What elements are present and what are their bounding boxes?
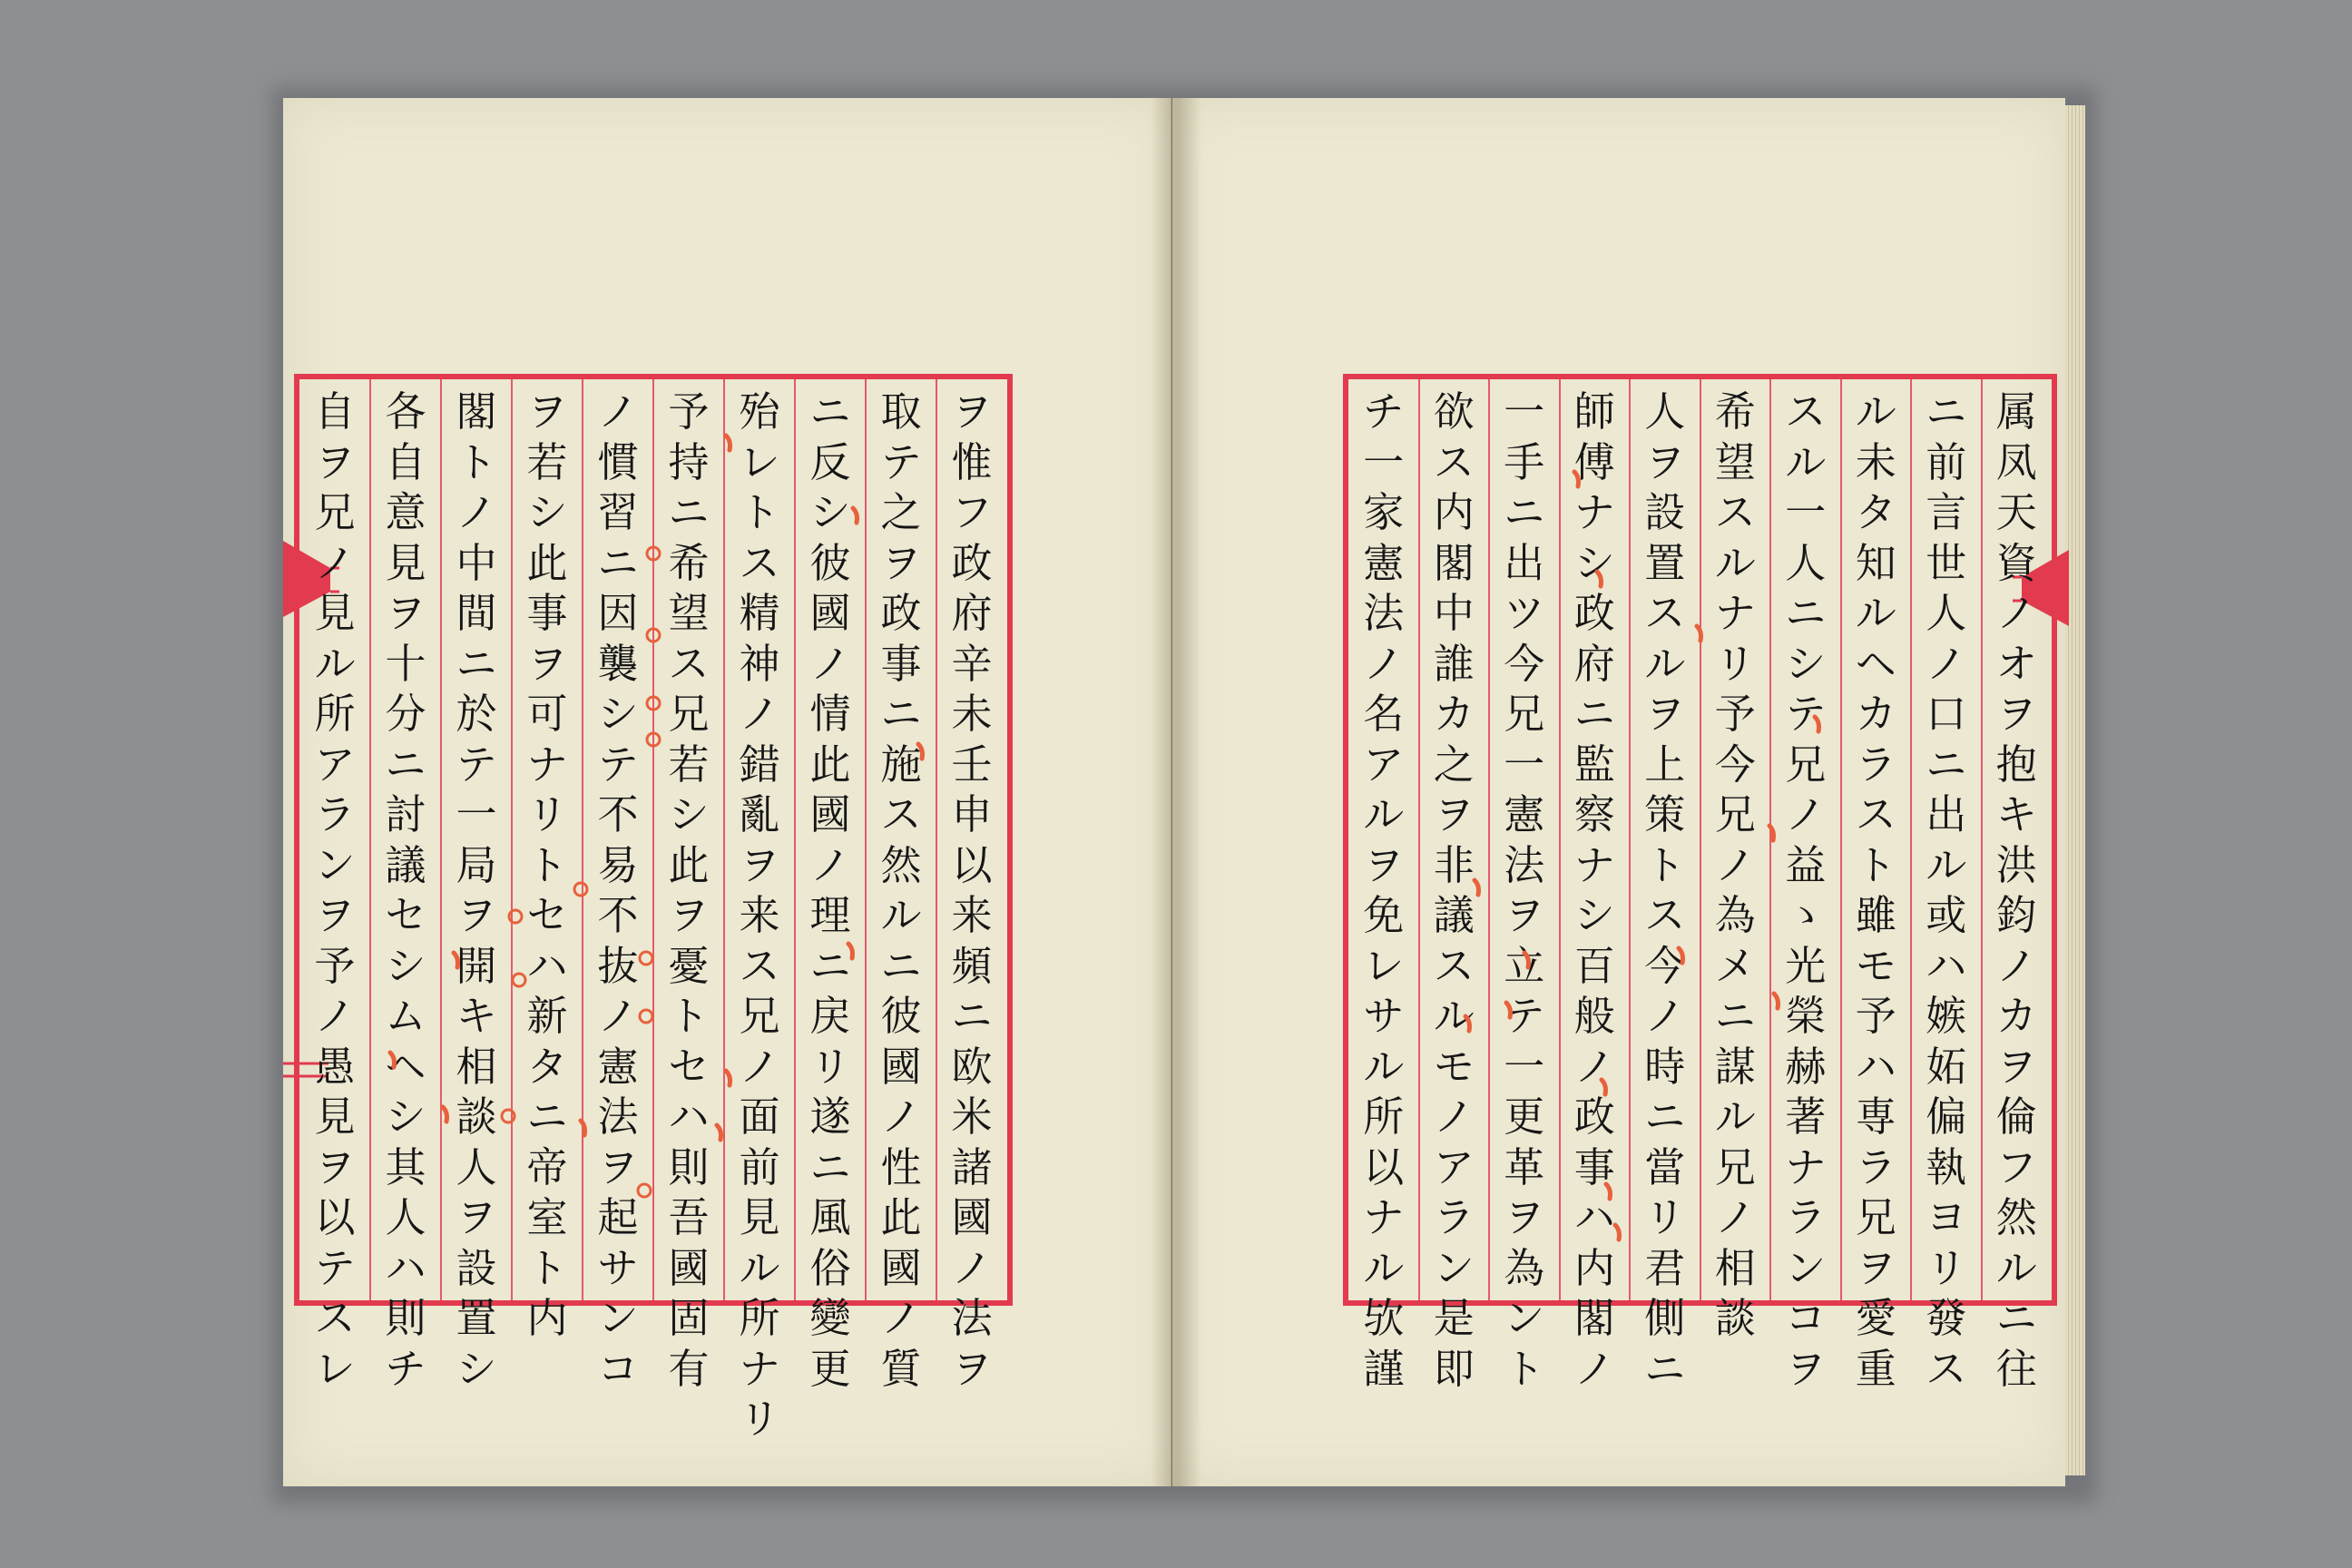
right-text-column: 人 ヲ 設 置 ス ル ヲ 上 策 ト ス 今 ノ 時 ニ 當 リ 君 側 ニ xyxy=(1644,387,1686,1393)
right-column-rule xyxy=(1769,379,1771,1300)
right-text-column: 希 望 ス ル ナ リ 予 今 兄 ノ 為 メ ニ 謀 ル 兄 ノ 相 談 xyxy=(1714,387,1756,1342)
right-text-column: 師 傅 ナ シ 政 府 ニ 監 察 ナ シ 百 般 ノ 政 事 ハ 内 閣 ノ xyxy=(1573,387,1615,1393)
left-text-column: 閣 ト ノ 中 間 ニ 於 テ 一 局 ヲ 開 キ 相 談 人 ヲ 設 置 シ xyxy=(456,387,497,1393)
left-text-column: ノ 慣 習 ニ 因 襲 シ テ 不 易 不 抜 ノ 憲 法 ヲ 起 サ ン コ xyxy=(597,387,639,1393)
left-column-rule xyxy=(723,379,725,1300)
left-column-rule xyxy=(582,379,583,1300)
book-gutter xyxy=(1151,98,1201,1486)
left-column-rule xyxy=(440,379,442,1300)
right-column-rule xyxy=(1488,379,1490,1300)
left-text-column: 自 ヲ 兄 ノ 見 ル 所 ア ラ ン ヲ 予 ノ 愚 見 ヲ 以 テ ス レ xyxy=(314,387,356,1393)
right-text-frame xyxy=(1343,374,2057,1393)
right-column-rule xyxy=(1418,379,1420,1300)
left-text-column: ヲ 惟 フ 政 府 辛 未 壬 申 以 来 頻 ニ 欧 米 諸 國 ノ 法 ヲ xyxy=(951,387,993,1393)
right-text-column: 属 凤 天 資 ノ オ ヲ 抱 キ 洪 鈞 ノ カ ヲ 倫 フ 然 ル ニ 往 xyxy=(1995,387,2037,1393)
left-text-column: 各 自 意 見 ヲ 十 分 ニ 討 議 セ シ ム ヘ シ 其 人 ハ 則 チ xyxy=(385,387,426,1393)
left-column-rule xyxy=(865,379,867,1300)
right-text-column: 一 手 ニ 出 ツ 今 兄 一 憲 法 ヲ 立 テ 一 更 革 ヲ 為 ン ト xyxy=(1504,387,1545,1393)
right-column-rule xyxy=(1559,379,1561,1300)
right-text-column: チ 一 家 憲 法 ノ 名 ア ル ヲ 免 レ サ ル 所 以 ナ ル 欤 謹 xyxy=(1363,387,1405,1393)
left-column-rule xyxy=(936,379,937,1300)
page-edges xyxy=(2065,105,2085,1475)
right-column-rule xyxy=(1840,379,1842,1300)
left-column-rule xyxy=(794,379,796,1300)
left-text-column: ヲ 若 シ 此 事 ヲ 可 ナ リ ト セ ハ 新 タ ニ 帝 室 ト 内 xyxy=(526,387,568,1342)
left-column-rule xyxy=(511,379,513,1300)
left-text-column: 予 持 ニ 希 望 ス 兄 若 シ 此 ヲ 憂 ト セ ハ 則 吾 國 固 有 xyxy=(668,387,710,1393)
left-column-rule xyxy=(369,379,371,1300)
right-column-rule xyxy=(1700,379,1701,1300)
right-text-column: ル 未 タ 知 ル ヘ カ ラ ス ト 雖 モ 予 ハ 専 ラ 兄 ヲ 愛 重 xyxy=(1855,387,1896,1393)
right-column-rule xyxy=(1910,379,1912,1300)
right-text-column: 欲 ス 内 閣 中 誰 カ 之 ヲ 非 議 ス ル モ ノ ア ラ ン 是 即 xyxy=(1433,387,1475,1393)
right-column-rule xyxy=(1629,379,1631,1300)
left-text-frame xyxy=(294,374,1013,1443)
right-text-column: ニ 前 言 世 人 ノ 口 ニ 出 ル 或 ハ 嫉 妬 偏 執 ヨ リ 發 ス xyxy=(1926,387,1967,1393)
left-column-rule xyxy=(652,379,654,1300)
left-text-column: 殆 レ ト ス 精 神 ノ 錯 亂 ヲ 来 ス 兄 ノ 面 前 見 ル 所 ナ リ xyxy=(739,387,780,1443)
left-text-column: ニ 反 シ 彼 國 ノ 情 此 國 ノ 理 ニ 戻 リ 遂 ニ 風 俗 變 更 xyxy=(809,387,851,1393)
right-column-rule xyxy=(1981,379,1983,1300)
left-text-column: 取 テ 之 ヲ 政 事 ニ 施 ス 然 ル ニ 彼 國 ノ 性 此 國 ノ 質 xyxy=(880,387,922,1393)
right-text-column: ス ル 一 人 ニ シ テ 兄 ノ 益 ゝ 光 榮 赫 著 ナ ラ ン コ ヲ xyxy=(1785,387,1827,1393)
